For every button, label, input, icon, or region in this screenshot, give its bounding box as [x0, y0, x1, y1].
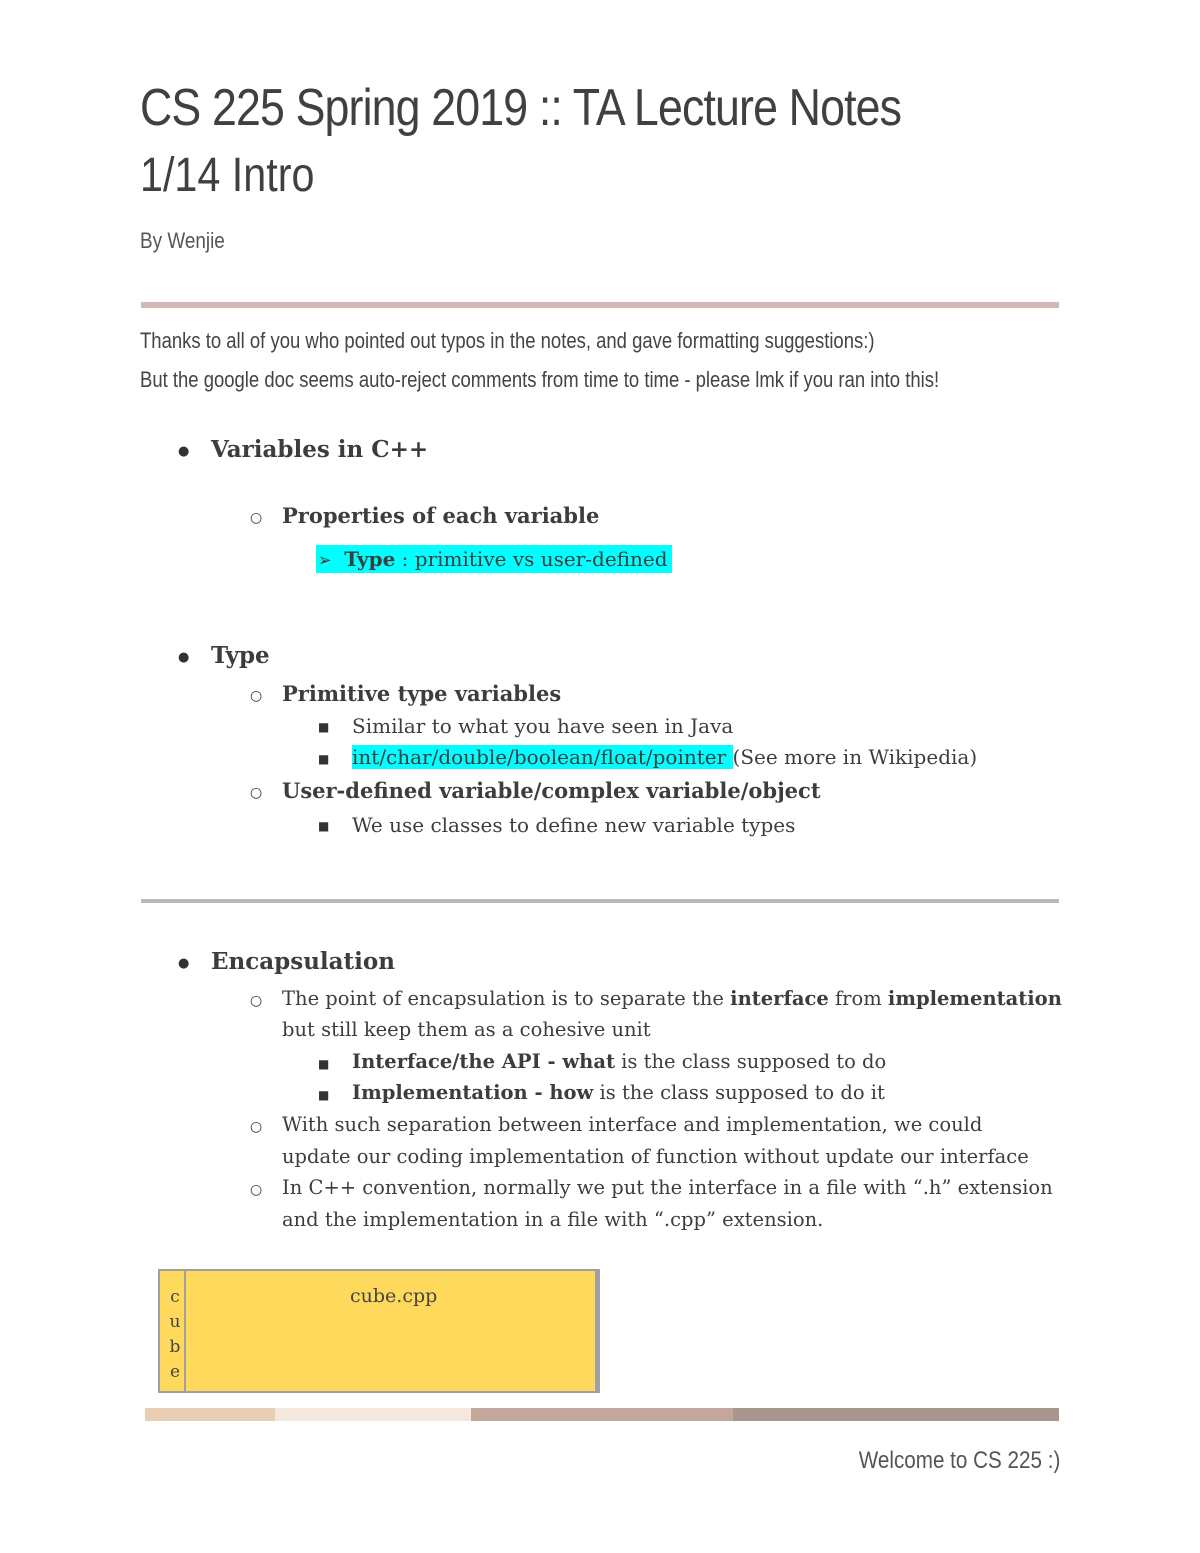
implementation-item-bold: Implementation - how [352, 1081, 594, 1104]
footer-strip-segment [471, 1408, 733, 1421]
encap-point-2-line-2: update our coding implementation of function without update our interface [282, 1145, 1029, 1168]
cube-letter: u [169, 1312, 181, 1332]
cube-file-diagram [158, 1269, 600, 1393]
bullet-disc-icon: ● [178, 956, 190, 971]
heading-encapsulation: Encapsulation [211, 948, 395, 975]
bullet-square-icon: ■ [318, 720, 330, 734]
encap-point-3: In C++ convention, normally we put the interface in a file with “.h” extension [282, 1176, 1053, 1199]
arrow-icon: ➢ [318, 550, 332, 571]
bullet-circle-icon: ○ [250, 1119, 263, 1135]
footer-strip-segment [733, 1408, 1059, 1421]
bullet-square-icon: ■ [318, 819, 330, 833]
encap-point-1-a: The point of encapsulation is to separate the [282, 987, 731, 1010]
bullet-circle-icon: ○ [250, 688, 263, 704]
bullet-circle-icon: ○ [250, 1182, 263, 1198]
user-item-classes: We use classes to define new variable types [352, 813, 796, 837]
diagram-divider [184, 1271, 186, 1391]
implementation-item [352, 1081, 885, 1104]
heading-type: Type [211, 642, 270, 669]
heading-variables: Variables in C++ [211, 436, 429, 463]
bullet-circle-icon: ○ [250, 785, 263, 801]
type-highlight-row [316, 545, 672, 573]
bullet-square-icon: ■ [318, 1057, 330, 1071]
interface-term: interface [730, 987, 829, 1010]
bullet-disc-icon: ● [178, 650, 190, 665]
note-line-1: Thanks to all of you who pointed out typos in the notes, and gave formatting suggestions:) [140, 328, 875, 353]
subheading-properties: Properties of each variable [282, 503, 600, 528]
encap-point-1-line-2: but still keep them as a cohesive unit [282, 1018, 651, 1041]
cube-vertical-label [168, 1285, 182, 1385]
cube-letter: e [169, 1362, 181, 1382]
bullet-circle-icon: ○ [250, 510, 263, 526]
title-divider [141, 302, 1059, 308]
interface-item-bold: Interface/the API - what [352, 1050, 615, 1073]
bullet-square-icon: ■ [318, 1088, 330, 1102]
encap-point-1 [282, 987, 1062, 1010]
footer-strip-segment [145, 1408, 275, 1421]
bullet-square-icon: ■ [318, 752, 330, 766]
encap-point-3-line-2: and the implementation in a file with “.cpp” extension. [282, 1208, 824, 1231]
diagram-right-edge [595, 1271, 598, 1391]
page-title: CS 225 Spring 2019 :: TA Lecture Notes [140, 79, 902, 137]
implementation-item-rest: is the class supposed to do it [593, 1081, 885, 1104]
page-subtitle: 1/14 Intro [140, 149, 315, 202]
primitive-item-java: Similar to what you have seen in Java [352, 714, 734, 738]
subheading-user-defined: User-defined variable/complex variable/object [282, 778, 821, 803]
encap-point-2: With such separation between interface and implementation, we could [282, 1113, 983, 1136]
cube-letter: b [169, 1337, 181, 1357]
type-label: Type [344, 547, 396, 571]
primitive-types-highlight: int/char/double/boolean/float/pointer [352, 745, 733, 769]
wikipedia-note: (See more in Wikipedia) [732, 745, 978, 769]
subheading-primitive: Primitive type variables [282, 681, 562, 706]
bullet-circle-icon: ○ [250, 993, 263, 1009]
footer-text: Welcome to CS 225 :) [858, 1447, 1060, 1474]
bullet-disc-icon: ● [178, 444, 190, 459]
interface-item [352, 1050, 886, 1073]
encap-point-1-c: from [828, 987, 888, 1010]
type-description: : primitive vs user-defined [395, 547, 668, 571]
section-divider [141, 899, 1059, 903]
cube-letter: c [170, 1287, 180, 1307]
implementation-term: implementation [887, 987, 1062, 1010]
primitive-item-types [352, 745, 977, 769]
note-line-2: But the google doc seems auto-reject comments from time to time - please lmk if you ran into this! [140, 367, 940, 392]
cube-cpp-label: cube.cpp [350, 1285, 438, 1307]
footer-strip-segment [275, 1408, 471, 1421]
interface-item-rest: is the class supposed to do [614, 1050, 887, 1073]
author-byline: By Wenjie [140, 228, 225, 253]
